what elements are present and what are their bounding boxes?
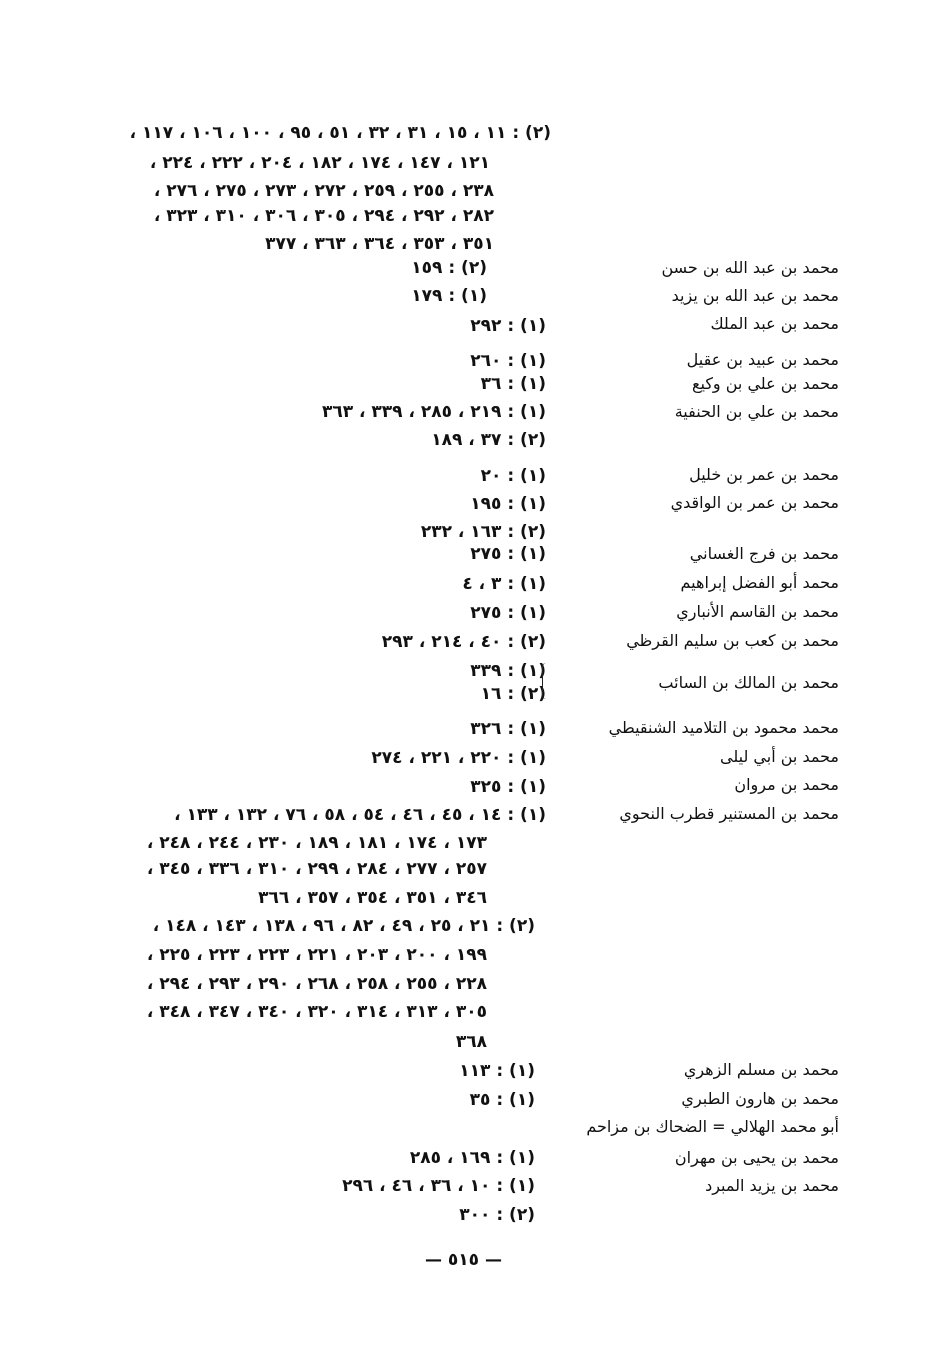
index-refs-line: (٢) : ٣٠٠ bbox=[459, 1205, 535, 1225]
index-refs-line: ١٧٣ ، ١٧٤ ، ١٨١ ، ١٨٩ ، ٢٣٠ ، ٢٤٤ ، ٢٤٨ ، bbox=[146, 833, 487, 853]
index-refs-line: ٢٣٨ ، ٢٥٥ ، ٢٥٩ ، ٢٧٢ ، ٢٧٣ ، ٢٧٥ ، ٢٧٦ ، bbox=[153, 181, 494, 201]
index-entry-name: محمد بن عمر بن خليل bbox=[689, 465, 839, 484]
index-entry-name: محمد بن أبي ليلى bbox=[719, 747, 839, 766]
index-entry-name: محمد محمود بن التلاميد الشنقيطي bbox=[608, 718, 839, 737]
index-entry-name: محمد بن هارون الطبري bbox=[681, 1089, 839, 1108]
index-refs-line: ١٩٩ ، ٢٠٠ ، ٢٠٣ ، ٢٢١ ، ٢٢٣ ، ٢٢٣ ، ٢٢٥ ، bbox=[146, 945, 487, 965]
index-entry-name: محمد أبو الفضل إبراهيم bbox=[680, 573, 839, 592]
index-refs-line: ٢٢٨ ، ٢٥٥ ، ٢٥٨ ، ٢٦٨ ، ٢٩٠ ، ٢٩٣ ، ٢٩٤ ، bbox=[146, 974, 487, 994]
index-refs-line: (١) : ٢٢٠ ، ٢٢١ ، ٢٧٤ bbox=[371, 748, 546, 768]
index-refs-line: (١) : ٢٠ bbox=[480, 466, 546, 486]
index-entry-name: محمد بن يحيى بن مهران bbox=[674, 1148, 839, 1167]
index-refs-line: (١) : ٢٦٠ bbox=[470, 351, 546, 371]
index-entry-name: محمد بن عبيد بن عقيل bbox=[686, 350, 839, 369]
index-refs-line: (٢) : ٤٠ ، ٢١٤ ، ٢٩٣ bbox=[381, 632, 546, 652]
index-entry-name: محمد بن عمر بن الواقدي bbox=[670, 493, 839, 512]
index-refs-line: (٢) : ١٦٣ ، ٢٣٢ bbox=[420, 522, 546, 542]
index-refs-line: (١) : ١٧٩ bbox=[411, 286, 487, 306]
index-refs-line: (٢) : ٣٧ ، ١٨٩ bbox=[431, 430, 546, 450]
index-refs-line: (١) : ٢٧٥ bbox=[470, 544, 546, 564]
index-cross-reference: أبو محمد الهلالي = الضحاك بن مزاحم bbox=[586, 1117, 839, 1136]
index-refs-line: (١) : ١٤ ، ٤٥ ، ٤٦ ، ٥٤ ، ٥٨ ، ٧٦ ، ١٣٢ ، ١٣٣ ، bbox=[174, 805, 546, 825]
index-refs-line: ٣٦٨ bbox=[455, 1032, 487, 1052]
index-refs-line: (٢) : ١١ ، ١٥ ، ٣١ ، ٣٢ ، ٥١ ، ٩٥ ، ١٠٠ ، ١٠٦ ، ١١٧ ، bbox=[129, 123, 551, 143]
index-entry-name: محمد بن مسلم الزهري bbox=[683, 1060, 839, 1079]
index-entry-name: محمد بن المستنير قطرب النحوي bbox=[619, 804, 839, 823]
index-refs-line: ٣٠٥ ، ٣١٣ ، ٣١٤ ، ٣٢٠ ، ٣٤٠ ، ٣٤٧ ، ٣٤٨ ، bbox=[146, 1002, 487, 1022]
index-refs-line: ٢٨٢ ، ٢٩٢ ، ٢٩٤ ، ٣٠٥ ، ٣٠٦ ، ٣١٠ ، ٣٢٣ ، bbox=[153, 206, 494, 226]
index-refs-line: (٢) : ١٥٩ bbox=[411, 258, 487, 278]
index-entry-name: محمد بن عبد الله بن حسن bbox=[661, 258, 839, 277]
index-entry-name: محمد بن فرج الغساني bbox=[689, 544, 839, 563]
index-refs-line: (١) : ٣٦ bbox=[480, 374, 546, 394]
index-refs-line: (١) : ٣٢٥ bbox=[470, 777, 546, 797]
index-entry-name: محمد بن يزيد المبرد bbox=[705, 1176, 839, 1195]
index-entry-name: محمد بن علي بن الحنفية bbox=[674, 402, 839, 421]
index-refs-line: (١) : ٣٥ bbox=[469, 1090, 535, 1110]
page-number: — ٥١٥ — bbox=[425, 1250, 502, 1270]
index-entry-name: محمد بن علي بن وكيع bbox=[691, 374, 839, 393]
grouping-brace bbox=[542, 663, 548, 699]
index-entry-name: محمد بن عبد الملك bbox=[710, 314, 839, 333]
index-refs-line: (١) : ٢٩٢ bbox=[470, 316, 546, 336]
index-refs-line: (١) : ٣ ، ٤ bbox=[462, 574, 546, 594]
index-entry-name: محمد بن المالك بن السائب bbox=[658, 673, 839, 692]
index-refs-line: (٢) : ١٦ bbox=[480, 684, 546, 704]
index-entry-name: محمد بن كعب بن سليم القرظي bbox=[626, 631, 839, 650]
index-refs-line: ١٢١ ، ١٤٧ ، ١٧٤ ، ١٨٢ ، ٢٠٤ ، ٢٢٢ ، ٢٢٤ ، bbox=[149, 153, 490, 173]
index-refs-line: (١) : ١٠ ، ٣٦ ، ٤٦ ، ٢٩٦ bbox=[342, 1176, 535, 1196]
index-entry-name: محمد بن القاسم الأنباري bbox=[676, 602, 839, 621]
index-refs-line: ٣٤٦ ، ٣٥١ ، ٣٥٤ ، ٣٥٧ ، ٣٦٦ bbox=[258, 888, 487, 908]
index-entry-name: محمد بن عبد الله بن يزيد bbox=[671, 286, 839, 305]
index-entry-name: محمد بن مروان bbox=[734, 775, 839, 794]
index-refs-line: ٢٥٧ ، ٢٧٧ ، ٢٨٤ ، ٢٩٩ ، ٣١٠ ، ٣٣٦ ، ٣٤٥ ، bbox=[146, 859, 487, 879]
index-refs-line: (١) : ١٦٩ ، ٢٨٥ bbox=[409, 1148, 535, 1168]
index-refs-line: ٣٥١ ، ٣٥٣ ، ٣٦٤ ، ٣٦٣ ، ٣٧٧ bbox=[265, 234, 494, 254]
index-refs-line: (٢) : ٢١ ، ٢٥ ، ٤٩ ، ٨٢ ، ٩٦ ، ١٣٨ ، ١٤٣ ، ١٤٨ ، bbox=[152, 916, 535, 936]
index-refs-line: (١) : ٢١٩ ، ٢٨٥ ، ٣٣٩ ، ٣٦٣ bbox=[321, 402, 546, 422]
index-refs-line: (١) : ٢٧٥ bbox=[470, 603, 546, 623]
index-refs-line: (١) : ٣٣٩ bbox=[470, 661, 546, 681]
index-refs-line: (١) : ١١٣ bbox=[459, 1061, 535, 1081]
index-refs-line: (١) : ٣٢٦ bbox=[470, 719, 546, 739]
index-refs-line: (١) : ١٩٥ bbox=[470, 494, 546, 514]
